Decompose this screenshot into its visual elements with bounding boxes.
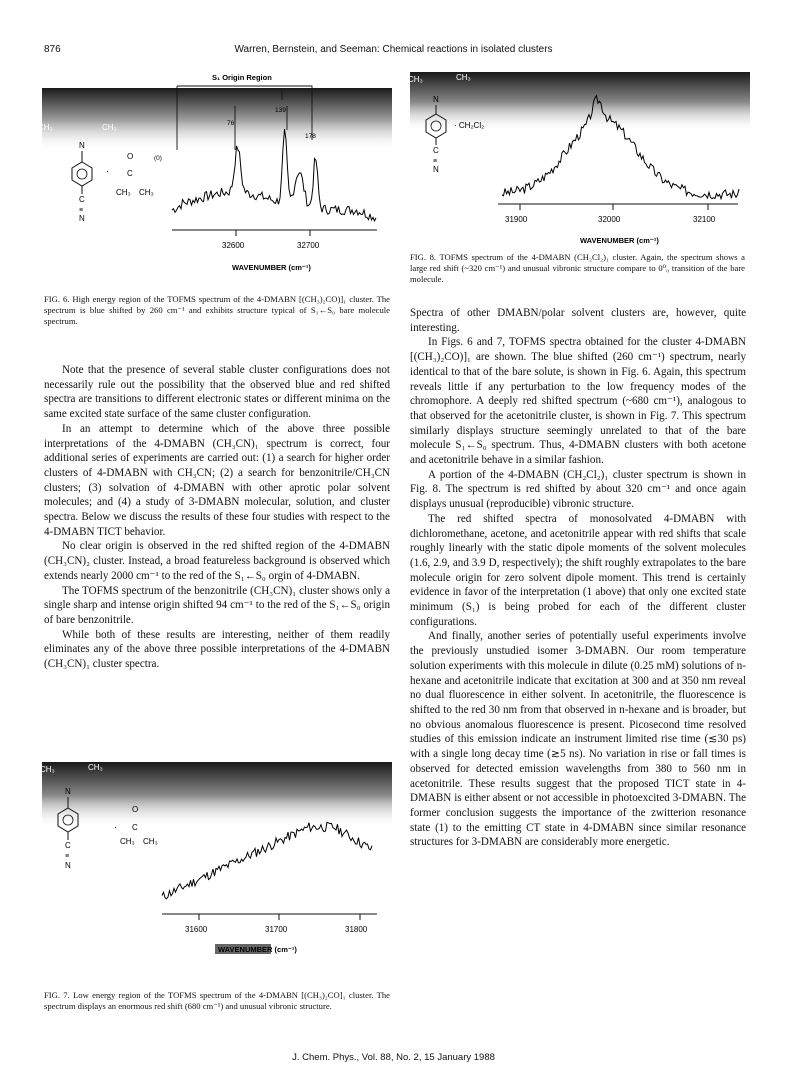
acetone-carbon-label: C <box>132 823 138 832</box>
figure-8-tick-label: 31900 <box>505 215 528 224</box>
figure-8-spectrum <box>410 72 750 250</box>
paragraph: In Figs. 6 and 7, TOFMS spectra obtained for the cluster 4-DMABN [(CH₃)₂CO)]₁ are shown. The blue shifted (260 cm⁻¹) spectrum, nearly identical to that of the bare solute, is shown in Fig. 6. Again, this spectrum reveals little if any perturbation to the low frequency modes of the chromophore. A deeply red shifted spectrum (~680 cm⁻¹), analogous to that observed for the acetonitrile cluster, is shown in Fig. 7. This spectrum similarly displays structure seemingly unrelated to that of the bare molecule S₁←S₀ spectrum. Thus, 4-DMABN clusters with both acetone and acetonitrile behave in a similar fashion. <box>410 336 746 467</box>
page-header <box>0 44 787 58</box>
figure-7 <box>42 762 392 962</box>
running-head: Warren, Bernstein, and Seeman: Chemical reactions in isolated clusters <box>234 44 553 55</box>
figure-6 <box>38 70 392 280</box>
figure-6-region-label: S₁ Origin Region <box>212 73 272 82</box>
figure-7-tick-label: 31600 <box>185 925 208 934</box>
molecule-nitrogen-label: N <box>433 95 439 104</box>
triple-bond-mark: ≡ <box>65 853 70 860</box>
molecule-nitrogen-label: N <box>79 141 85 150</box>
molecule-methyl-label: CH₃ <box>456 73 471 82</box>
figure-6-spectrum <box>38 70 392 280</box>
molecule-nitrogen-label: N <box>65 787 71 796</box>
figure-8-tick-label: 32100 <box>693 215 716 224</box>
molecule-carbon-label: C <box>65 841 71 850</box>
molecule-methyl-label: CH₃ <box>40 765 55 774</box>
paragraph: Spectra of other DMABN/polar solvent clusters are, however, quite interesting. <box>410 307 746 334</box>
triple-bond-mark: ≡ <box>433 158 438 165</box>
acetone-methyl-label: CH₃ <box>139 188 154 197</box>
acetone-methyl-label: CH₃ <box>116 188 131 197</box>
figure-7-caption: FIG. 7. Low energy region of the TOFMS spectrum of the 4-DMABN [(CH₃)₂CO]₁ cluster. The spectrum displays an enormous red shift (680 cm⁻¹) and unusual vibronic structure. <box>44 990 390 1011</box>
acetone-oxygen-label: O <box>132 805 139 814</box>
paragraph: The TOFMS spectrum of the benzonitrile (CH₃CN)₁ cluster shows only a single sharp and intense origin shifted 94 cm⁻¹ to the red of the S₁←S₀ origin of bare benzonitrile. <box>44 584 390 626</box>
molecule-methyl-label: CH₃ <box>88 763 103 772</box>
figure-8 <box>410 72 750 250</box>
figure-8-tick-label: 32000 <box>598 215 621 224</box>
acetone-oxygen-label: O <box>127 152 134 161</box>
molecule-methyl-label: CH₃ <box>102 123 117 132</box>
figure-6-shading <box>42 88 392 178</box>
page-number: 876 <box>44 44 61 55</box>
figure-7-tick-label: 31800 <box>345 925 368 934</box>
cluster-dot: · <box>106 166 110 177</box>
figure-8-caption: FIG. 8. TOFMS spectrum of the 4-DMABN (CH₂Cl₂)₁ cluster. Again, the spectrum shows a large red shift (~320 cm⁻¹) and unusual vibronic structure compare to 0⁰₀ transition of the bare molecule. <box>410 252 745 284</box>
molecule-nitrile-label: N <box>65 861 71 870</box>
cluster-dot: · <box>114 822 118 833</box>
paragraph: While both of these results are interesting, neither of them readily eliminates any of the above three possible interpretations of the 4-DMABN (CH₃CN)₁ cluster spectra. <box>44 628 390 671</box>
right-column-text <box>410 306 746 850</box>
molecule-nitrile-label: N <box>433 165 439 174</box>
paragraph: The red shifted spectra of monosolvated 4-DMABN with dichloromethane, acetone, and acetonitrile appear with red shifts that scale roughly linearly with the static dipole moments of the solvent molecules (1.6, 2.9, and 3.9 D, respectively); the shift roughly extrapolates to the bare molecule origin for zero solvent dipole moment. This trend is certainly evidence in favor of the interpretation (1 above) that only one excited state minimum (S₁) is being probed for each of the different cluster configurations. <box>410 512 746 628</box>
figure-6-peak-label: 178 <box>305 133 316 140</box>
solvent-label: · CH₂Cl₂ <box>454 121 485 130</box>
molecule-methyl-label: CH₃ <box>38 123 53 132</box>
molecule-carbon-label: C <box>433 146 439 155</box>
page-footer: J. Chem. Phys., Vol. 88, No. 2, 15 January 1988 <box>292 1052 495 1063</box>
figure-7-shading <box>42 762 392 872</box>
left-column-text <box>44 363 390 672</box>
paragraph: Note that the presence of several stable cluster configurations does not necessarily rule out the possibility that the observed blue and red shifted spectra are transitions to different electronic states or different minima on the same excited state surface of the same cluster configuration. <box>44 364 390 421</box>
molecule-nitrile-label: N <box>79 214 85 223</box>
paragraph: And finally, another series of potentially useful experiments involve the previously unstudied isomer 3-DMABN. Our room temperature solution experiments with this molecule in dilute (0.25 mM) solutions of n-hexane and acetonitrile indicate that excitation at 300 and at 350 nm reveal no dual fluorescence in either solvent. In acetonitrile, the fluorescence is shifted to the red 30 nm from that observed in n-hexane and is broader, but no obvious anomalous fluorescence is present. Picosecond time resolved studies of this emission indicate an instrument limited rise time (≲30 ps) with a single long decay time (≳5 ns). No variation in rise or fall times is observed for detected emission wavelengths from 380 to 560 nm in acetonitrile. These results suggest that the proposed TICT state in 4-DMABN is either absent or not accessible in photoexcited 3-DMABN. The former conclusion suggests the importance of the zwitterion resonance state (1) to the emitting CT state in 4-DMABN since similar resonance structures for 3-DMABN are considerably more energetic. <box>410 630 746 849</box>
acetone-methyl-label: CH₃ <box>120 837 135 846</box>
acetone-methyl-label: CH₃ <box>143 837 158 846</box>
figure-7-x-label: WAVENUMBER (cm⁻¹) <box>218 945 297 954</box>
paragraph: In an attempt to determine which of the above three possible interpretations of the 4-DMABN (CH₃CN)₁ spectrum is correct, four additional series of experiments are carried out: (1) a search for higher order clusters of 4-DMABN with CH₃CN; (2) a search for benzonitrile/CH₃CN clusters; (3) solvation of 4-DMABN with other aprotic polar solvent molecules; and (4) a study of 3-DMABN molecular, solution, and cluster spectra. Below we discuss the results of these four studies with respect to the 4-DMABN TICT behavior. <box>44 422 390 538</box>
figure-7-tick-label: 31700 <box>265 925 288 934</box>
figure-6-peak-label: (0) <box>154 155 162 162</box>
figure-6-x-label: WAVENUMBER (cm⁻¹) <box>232 263 311 272</box>
figure-6-peak-label: 76 <box>227 120 235 127</box>
triple-bond-mark: ≡ <box>79 207 84 214</box>
molecule-methyl-label: CH₃ <box>408 75 423 84</box>
figure-7-spectrum <box>42 762 392 962</box>
acetone-carbon-label: C <box>127 169 133 178</box>
paragraph: A portion of the 4-DMABN (CH₂Cl₂)₁ cluster spectrum is shown in Fig. 8. The spectrum is red shifted by about 320 cm⁻¹ and once again displays unusual (reproducible) vibronic structure. <box>410 468 746 511</box>
figure-8-x-label: WAVENUMBER (cm⁻¹) <box>580 236 659 245</box>
figure-6-peak-label: 139 <box>275 107 286 114</box>
figure-6-caption: FIG. 6. High energy region of the TOFMS spectrum of the 4-DMABN [(CH₃)₂CO)]₁ cluster. The spectrum is blue shifted by 260 cm⁻¹ and exhibits structure typical of S₁←S₀ bare molecule spectrum. <box>44 294 390 326</box>
molecule-carbon-label: C <box>79 195 85 204</box>
figure-6-tick-label: 32600 <box>222 241 245 250</box>
figure-6-tick-label: 32700 <box>297 241 320 250</box>
paragraph: No clear origin is observed in the red shifted region of the 4-DMABN (CH₃CN)₂ cluster. Instead, a broad featureless background is observed which extends nearly 2000 cm⁻¹ to the red of the S₁←S₀ orgin of 4-DMABN. <box>44 540 390 582</box>
